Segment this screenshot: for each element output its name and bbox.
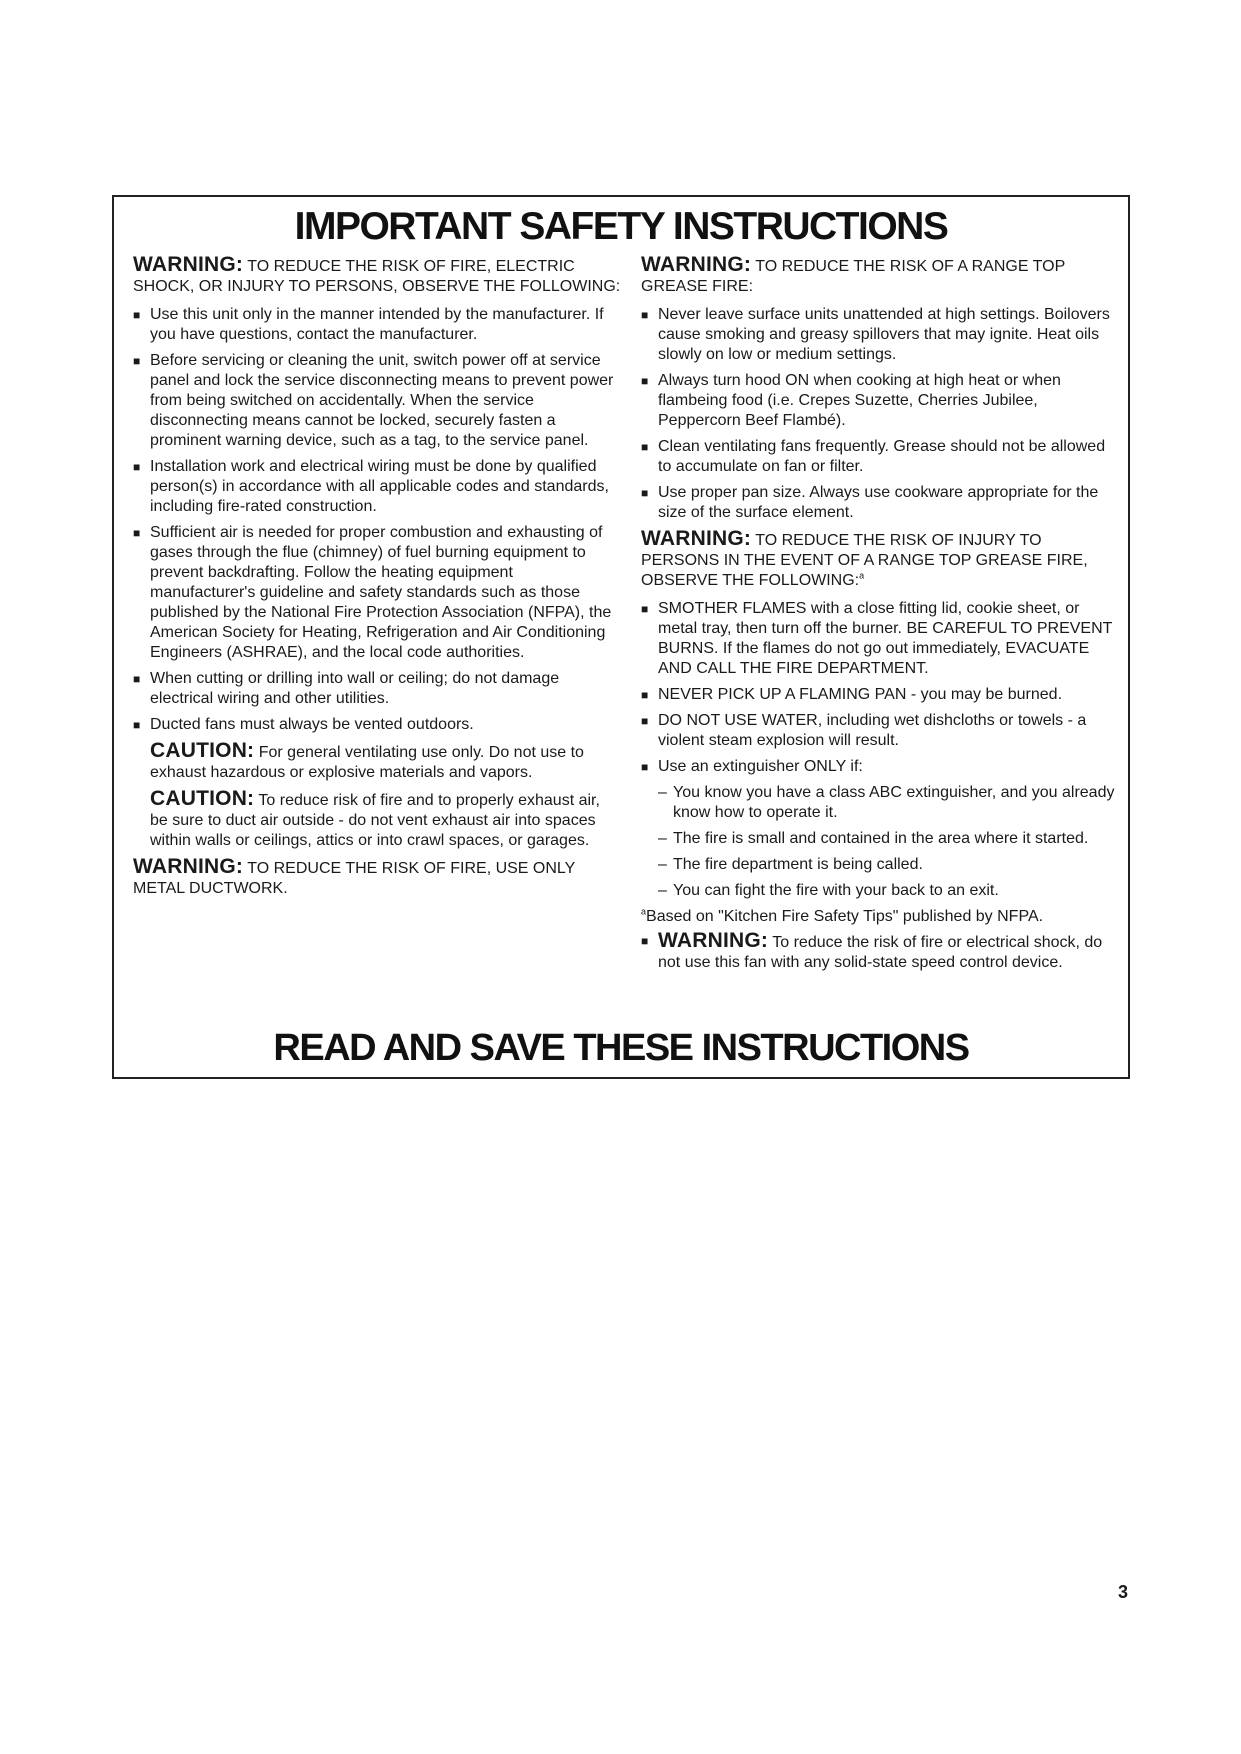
list-item (641, 599, 1117, 679)
warning-fire-shock (133, 255, 621, 297)
dash-icon: – (658, 830, 667, 847)
list-item-text: Before servicing or cleaning the unit, switch power off at service panel and lock the service disconnecting means to prevent power from being switched on accidentally. When the service disconnecting means cannot be locked, securely fasten a prominent warning device, such as a tag, to the service panel. (150, 352, 614, 449)
sub-list-item (641, 829, 1117, 849)
list-item (641, 437, 1117, 477)
bullet-icon: ■ (133, 354, 141, 368)
list-item (641, 483, 1117, 523)
bullet-icon: ■ (641, 934, 649, 948)
list-item-text: Ducted fans must always be vented outdoors. (150, 716, 474, 733)
warning-text: TO REDUCE THE RISK OF A RANGE TOP GREASE FIRE: (641, 258, 1065, 295)
sub-list-item-text: The fire department is being called. (673, 856, 923, 873)
warning-metal-ductwork (133, 857, 621, 899)
list-item-text: Clean ventilating fans frequently. Grease should not be allowed to accumulate on fan or filter. (658, 438, 1106, 475)
list-item-text: Never leave surface units unattended at high settings. Boilovers cause smoking and greasy spillovers that may ignite. Heat oils slowly on low or medium settings. (658, 306, 1110, 363)
list-item-warning (641, 931, 1117, 973)
bullet-icon: ■ (133, 718, 141, 732)
bullet-icon: ■ (133, 672, 141, 686)
list-item-text: Installation work and electrical wiring must be done by qualified person(s) in accordance with all applicable codes and standards, including fire-rated construction. (150, 458, 609, 515)
bullet-icon: ■ (133, 308, 141, 322)
footnote-text: Based on "Kitchen Fire Safety Tips" published by NFPA. (646, 908, 1044, 925)
list-item-text: NEVER PICK UP A FLAMING PAN - you may be burned. (658, 686, 1063, 703)
warning-text: TO REDUCE THE RISK OF FIRE, USE ONLY METAL DUCTWORK. (133, 860, 576, 897)
warning-injury-grease-fire (641, 529, 1117, 591)
bullet-icon: ■ (641, 714, 649, 728)
bullet-icon: ■ (641, 760, 649, 774)
list-item-text: When cutting or drilling into wall or ceiling; do not damage electrical wiring and other utilities. (150, 670, 560, 707)
warning-label: WARNING: (133, 253, 244, 276)
list-item-text: Sufficient air is needed for proper combustion and exhausting of gases through the flue (chimney) of fuel burning equipment to prevent backdrafting. Follow the heating equipment manufacturer's guideline and safety standards such as those published by the National Fire Protection Association (NFPA), the American Society for Heating, Refrigeration and Air Conditioning Engineers (ASHRAE), and the local code authorities. (150, 524, 612, 661)
list-item-text: Use proper pan size. Always use cookware appropriate for the size of the surface element. (658, 484, 1099, 521)
list-item-text: DO NOT USE WATER, including wet dishcloths or towels - a violent steam explosion will result. (658, 712, 1087, 749)
list-item-text: SMOTHER FLAMES with a close fitting lid, cookie sheet, or metal tray, then turn off the burner. BE CAREFUL TO PREVENT BURNS. If the flames do not go out immediately, EVACUATE AND CALL THE FIRE DEPARTMENT. (658, 600, 1113, 677)
caution-ventilating-use (133, 741, 621, 783)
footnote (641, 907, 1117, 927)
page-number: 3 (1118, 1582, 1129, 1602)
caution-label: CAUTION: (150, 739, 255, 762)
list-item (133, 305, 621, 345)
warning-grease-fire (641, 255, 1117, 297)
bullet-icon: ■ (641, 308, 649, 322)
sub-list-item-text: You know you have a class ABC extinguisher, and you already know how to operate it. (673, 784, 1115, 821)
warning-label: WARNING: (641, 527, 752, 550)
list-item (641, 757, 1117, 777)
page-title: IMPORTANT SAFETY INSTRUCTIONS (294, 205, 948, 248)
list-item (641, 305, 1117, 365)
dash-icon: – (658, 882, 667, 899)
sub-list-item (641, 881, 1117, 901)
list-item (133, 669, 621, 709)
left-column (133, 255, 621, 907)
caution-text: For general ventilating use only. Do not use to exhaust hazardous or explosive materials and vapors. (150, 744, 584, 781)
footer-title: READ AND SAVE THESE INSTRUCTIONS (273, 1027, 969, 1069)
warning-text: To reduce the risk of fire or electrical shock, do not use this fan with any solid-state speed control device. (658, 934, 1103, 971)
bullet-icon: ■ (641, 688, 649, 702)
list-item (133, 523, 621, 663)
sub-list-item (641, 855, 1117, 875)
bullet-icon: ■ (641, 374, 649, 388)
list-item (641, 711, 1117, 751)
caution-label: CAUTION: (150, 787, 255, 810)
list-item (133, 715, 621, 735)
bullet-icon: ■ (133, 526, 141, 540)
dash-icon: – (658, 784, 667, 801)
list-item (641, 371, 1117, 431)
list-item (133, 457, 621, 517)
bullet-icon: ■ (641, 440, 649, 454)
footnote-marker: a (641, 906, 647, 917)
safety-instructions-box (112, 195, 1130, 1079)
warning-text: TO REDUCE THE RISK OF INJURY TO PERSONS IN THE EVENT OF A RANGE TOP GREASE FIRE, OBSERVE THE FOLLOWING: (641, 532, 1088, 589)
warning-text: TO REDUCE THE RISK OF FIRE, ELECTRIC SHOCK, OR INJURY TO PERSONS, OBSERVE THE FOLLOWING: (133, 258, 621, 295)
bullet-icon: ■ (133, 460, 141, 474)
bullet-icon: ■ (641, 486, 649, 500)
bullet-icon: ■ (641, 602, 649, 616)
footnote-marker: a (859, 570, 865, 581)
list-item-text: Always turn hood ON when cooking at high heat or when flambeing food (i.e. Crepes Suzette, Cherries Jubilee, Peppercorn Beef Flambé). (658, 372, 1061, 429)
list-item-text: Use this unit only in the manner intended by the manufacturer. If you have questions, contact the manufacturer. (150, 306, 604, 343)
list-item-text: Use an extinguisher ONLY if: (658, 758, 863, 775)
sub-list-item-text: You can fight the fire with your back to an exit. (673, 882, 999, 899)
warning-label: WARNING: (658, 929, 769, 952)
list-item (133, 351, 621, 451)
sub-list-item-text: The fire is small and contained in the area where it started. (673, 830, 1089, 847)
warning-label: WARNING: (133, 855, 244, 878)
warning-label: WARNING: (641, 253, 752, 276)
sub-list-item (641, 783, 1117, 823)
caution-exhaust-air (133, 789, 621, 851)
right-column (641, 255, 1117, 979)
caution-text: To reduce risk of fire and to properly exhaust air, be sure to duct air outside - do not vent exhaust air into spaces within walls or ceilings, attics or into crawl spaces, or garages. (150, 792, 600, 849)
list-item (641, 685, 1117, 705)
dash-icon: – (658, 856, 667, 873)
